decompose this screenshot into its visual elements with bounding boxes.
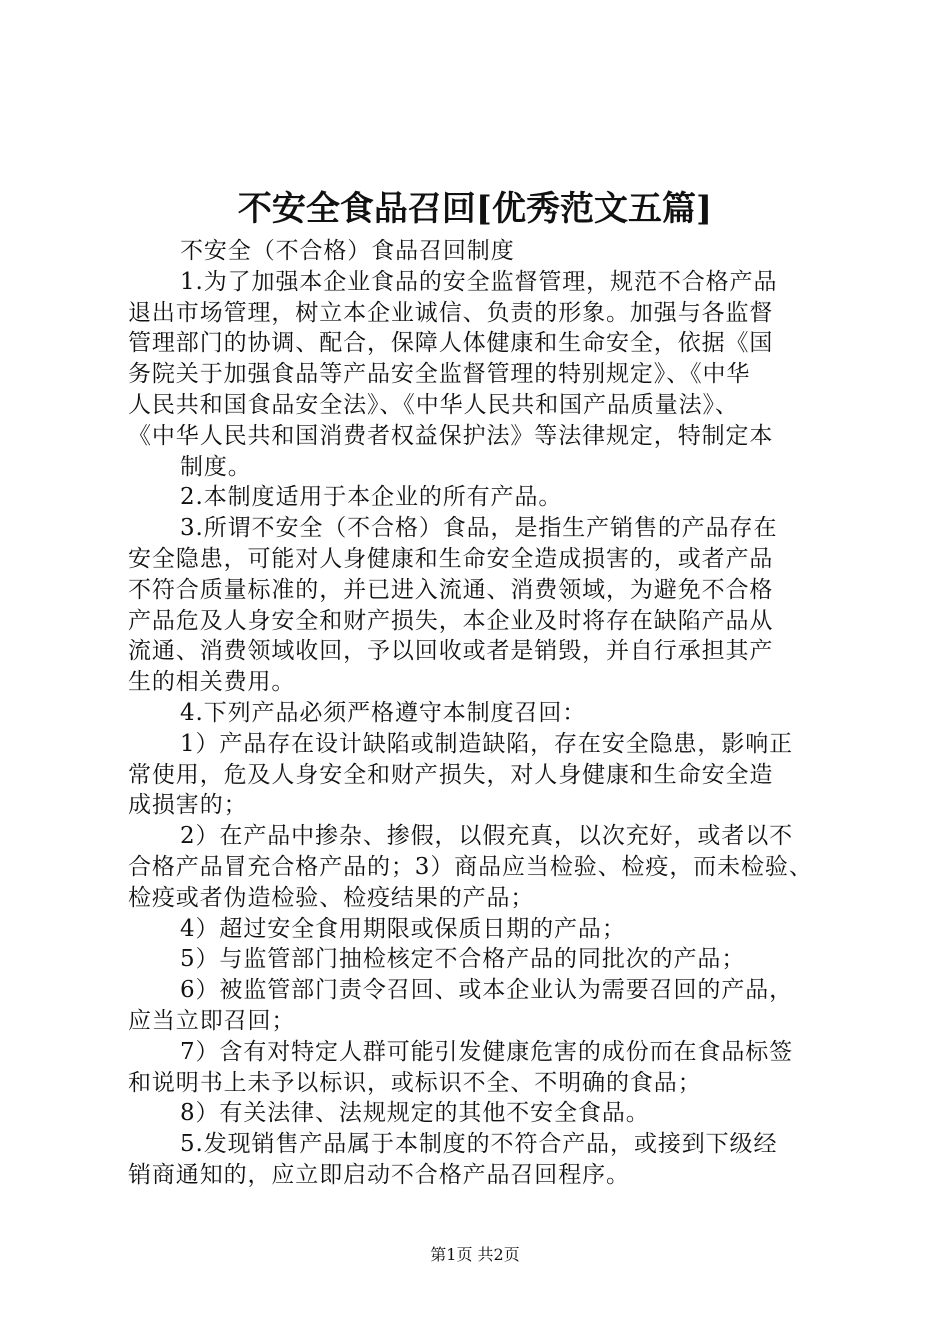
- body-line: 1）产品存在设计缺陷或制造缺陷，存在安全隐患，影响正: [180, 730, 794, 757]
- body-line: 7）含有对特定人群可能引发健康危害的成份而在食品标签: [180, 1038, 794, 1065]
- body-line: 和说明书上未予以标识，或标识不全、不明确的食品；: [128, 1069, 702, 1096]
- body-line: 2.本制度适用于本企业的所有产品。: [180, 484, 563, 511]
- body-line: 4）超过安全食用期限或保质日期的产品；: [180, 915, 626, 942]
- body-line: 合格产品冒充合格产品的；3）商品应当检验、检疫，而未检验、: [128, 853, 813, 880]
- body-line: 应当立即召回；: [128, 1007, 296, 1034]
- document-title: 不安全食品召回[优秀范文五篇]: [237, 189, 713, 229]
- body-line: 5）与监管部门抽检核定不合格产品的同批次的产品；: [180, 946, 746, 973]
- body-line: 8）有关法律、法规规定的其他不安全食品。: [180, 1100, 650, 1127]
- body-line: 4.下列产品必须严格遵守本制度召回：: [180, 699, 587, 726]
- body-line: 退出市场管理，树立本企业诚信、负责的形象。加强与各监督: [128, 299, 774, 326]
- body-line: 6）被监管部门责令召回、或本企业认为需要召回的产品，: [180, 977, 794, 1004]
- body-line: 流通、消费领域收回，予以回收或者是销毁，并自行承担其产: [128, 638, 774, 665]
- body-line: 产品危及人身安全和财产损失，本企业及时将存在缺陷产品从: [128, 607, 774, 634]
- body-line: 管理部门的协调、配合，保障人体健康和生命安全，依据《国: [128, 330, 774, 357]
- body-line: 不安全（不合格）食品召回制度: [180, 238, 515, 264]
- body-line: 5.发现销售产品属于本制度的不符合产品，或接到下级经: [180, 1131, 778, 1158]
- body-line: 安全隐患，可能对人身健康和生命安全造成损害的，或者产品: [128, 545, 774, 572]
- body-line: 人民共和国食品安全法》、《中华人民共和国产品质量法》、: [128, 391, 739, 418]
- body-line: 成损害的；: [128, 792, 248, 819]
- body-line: 常使用，危及人身安全和财产损失，对人身健康和生命安全造: [128, 761, 774, 788]
- body-line: 检疫或者伪造检验、检疫结果的产品；: [128, 884, 535, 911]
- body-line: 销商通知的，应立即启动不合格产品召回程序。: [128, 1161, 630, 1188]
- body-line: 不符合质量标准的，并已进入流通、消费领域，为避免不合格: [128, 576, 774, 603]
- body-line: 2）在产品中掺杂、掺假，以假充真，以次充好，或者以不: [180, 823, 794, 850]
- body-line: 《中华人民共和国消费者权益保护法》等法律规定，特制定本: [128, 422, 774, 449]
- body-line: 3.所谓不安全（不合格）食品，是指生产销售的产品存在: [180, 515, 778, 542]
- body-line: 1.为了加强本企业食品的安全监督管理，规范不合格产品: [180, 268, 778, 295]
- page-footer: 第1页 共2页: [430, 1245, 520, 1264]
- body-line: 制度。: [180, 453, 252, 480]
- document-body: [128, 236, 834, 1191]
- body-line: 务院关于加强食品等产品安全监督管理的特别规定》、《中华: [128, 361, 751, 388]
- body-line: 生的相关费用。: [128, 669, 296, 696]
